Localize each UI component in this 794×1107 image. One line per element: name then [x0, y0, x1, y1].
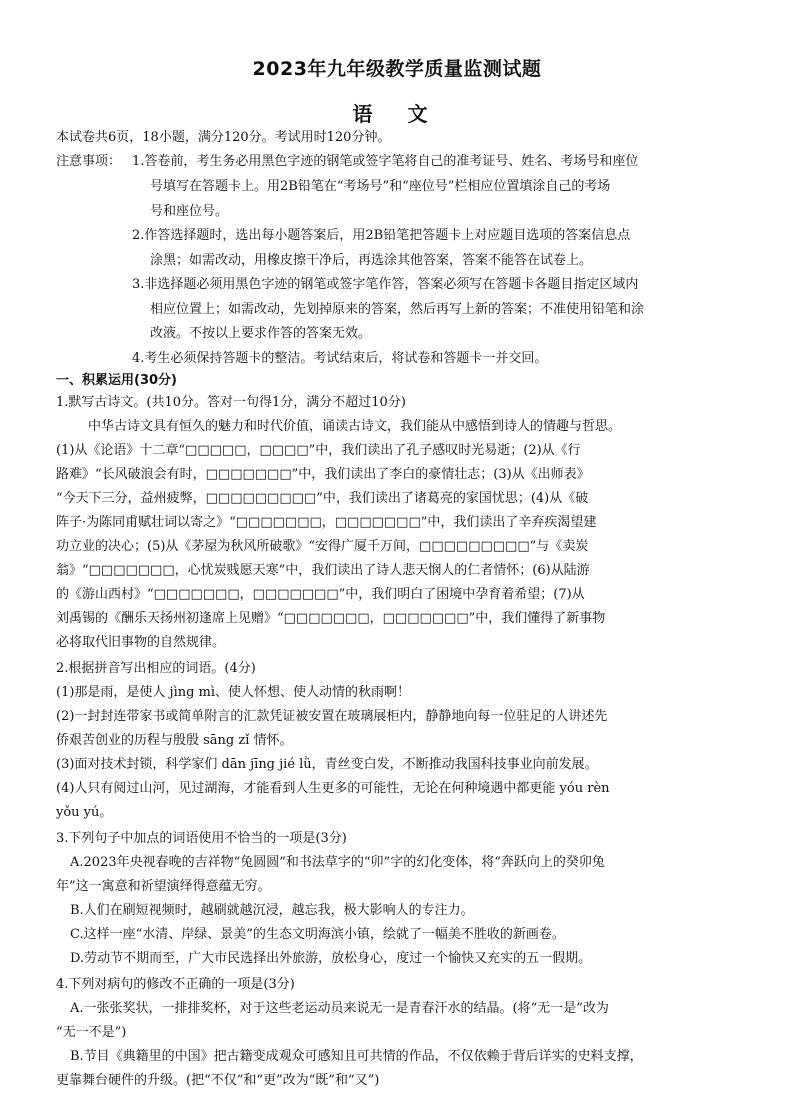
note-1-line-3: 号和座位号。	[150, 204, 229, 219]
q1-line: (1)从《论语》十二章“□□□□□，□□□□”中，我们读出了孔子感叹时光易逝；(2)从《行	[56, 443, 581, 458]
q4-option-a-cont: “无一不是”)	[56, 1025, 127, 1040]
intro-line: 本试卷共6页，18小题，满分120分。考试用时120分钟。	[56, 130, 391, 145]
note-1-line-1: 1.答卷前，考生务必用黑色字迹的钢笔或签字笔将自己的准考证号、姓名、考场号和座位	[132, 154, 639, 169]
note-3-line-3: 改液。不按以上要求作答的答案无效。	[150, 326, 372, 341]
q2-line: yǒu yú。	[56, 805, 113, 820]
q2-heading: 2.根据拼音写出相应的词语。(4分)	[56, 661, 256, 676]
q1-line: 阵子·为陈同甫赋壮词以寄之》“□□□□□□□，□□□□□□□”中，我们读出了辛弃疾渴望建	[56, 515, 597, 530]
note-2-line-1: 2.作答选择题时，选出每小题答案后，用2B铅笔把答题卡上对应题目选项的答案信息点	[132, 228, 631, 243]
q2-line: (2)一封封连带家书或简单附言的汇款凭证被安置在玻璃展柜内，静静地向每一位驻足的人讲述先	[56, 709, 608, 724]
section-1-heading: 一、积累运用(30分)	[56, 373, 177, 388]
q1-line: “今天下三分，益州疲弊，□□□□□□□□□”中，我们读出了诸葛亮的家国忧思；(4)从《破	[56, 491, 589, 506]
exam-title: 2023年九年级教学质量监测试题	[252, 58, 542, 80]
note-3-line-1: 3.非选择题必须用黑色字迹的钢笔或签字笔作答，答案必须写在答题卡各题目指定区域内	[132, 277, 639, 292]
q1-line: 路难》“长风破浪会有时，□□□□□□□”中，我们读出了李白的豪情壮志；(3)从《出师表》	[56, 467, 590, 482]
q1-line: 刘禹锡的《酬乐天扬州初逢席上见赠》“□□□□□□□，□□□□□□□”中，我们懂得了新事物	[56, 611, 606, 626]
q3-option-a-cont: 年”这一寓意和祈望演绎得意蕴无穷。	[56, 879, 271, 894]
q2-line: (4)人只有阅过山河，见过湖海，才能看到人生更多的可能性，无论在何种境遇中都更能 yóu rèn	[56, 781, 610, 796]
q1-line: 的《游山西村》“□□□□□□□，□□□□□□□”中，我们明白了困境中孕育着希望；(7)从	[56, 587, 585, 602]
note-4-line: 4.考生必须保持答题卡的整洁。考试结束后，将试卷和答题卡一并交回。	[132, 351, 548, 366]
subject-title: 语 文	[352, 102, 442, 126]
q3-heading: 3.下列句子中加点的词语使用不恰当的一项是(3分)	[56, 831, 347, 846]
q3-option-b: B.人们在刷短视频时，越刷就越沉浸，越忘我，极大影响人的专注力。	[70, 903, 474, 918]
q1-line: 中华古诗文具有恒久的魅力和时代价值，诵读古诗文，我们能从中感悟到诗人的情趣与哲思。	[88, 419, 622, 434]
q4-option-a: A.一张张奖状，一排排奖杯，对于这些老运动员来说无一是青春汗水的结晶。(将“无一是”改为	[70, 1001, 609, 1016]
q1-line: 必将取代旧事物的自然规律。	[56, 635, 226, 650]
q3-option-a: A.2023年央视春晚的吉祥物“兔圆圆”和书法草字的“卯”字的幻化变体，将“奔跃向上的癸卯兔	[70, 855, 605, 870]
q4-option-b: B.节目《典籍里的中国》把古籍变成观众可感知且可共情的作品，不仅依赖于背后详实的史料支撑，	[70, 1049, 643, 1064]
note-2-line-2: 涂黑；如需改动，用橡皮擦干净后，再选涂其他答案，答案不能答在试卷上。	[150, 253, 593, 268]
note-3-line-2: 相应位置上；如需改动，先划掉原来的答案，然后再写上新的答案；不准使用铅笔和涂	[150, 302, 645, 317]
q1-heading: 1.默写古诗文。(共10分。答对一句得1分，满分不超过10分)	[56, 395, 406, 410]
notes-label: 注意事项：	[56, 154, 122, 169]
q4-heading: 4.下列对病句的修改不正确的一项是(3分)	[56, 977, 295, 992]
q2-line: 侨艰苦创业的历程与殷殷 sāng zǐ 情怀。	[56, 733, 293, 748]
q2-line: (1)那是雨，是使人 jìng mì、使人怀想、使人动情的秋雨啊！	[56, 685, 411, 700]
q3-option-d: D.劳动节不期而至，广大市民选择出外旅游，放松身心，度过一个愉快又充实的五一假期。	[70, 951, 592, 966]
q2-line: (3)面对技术封锁，科学家们 dān jīng jié lǜ，青丝变白发，不断推动我国科技事业向前发展。	[56, 757, 598, 772]
q1-line: 功立业的决心；(5)从《茅屋为秋风所破歌》“安得广厦千万间，□□□□□□□□□”与《卖炭	[56, 539, 589, 554]
q1-line: 翁》“□□□□□□□，心忧炭贱愿天寒”中，我们读出了诗人悲天悯人的仁者情怀；(6)从陆游	[56, 563, 590, 578]
q3-option-c: C.这样一座“水清、岸绿、景美”的生态文明海滨小镇，绘就了一幅美不胜收的新画卷。	[70, 927, 565, 942]
note-1-line-2: 号填写在答题卡上。用2B铅笔在“考场号”和“座位号”栏相应位置填涂自己的考场	[150, 179, 611, 194]
q4-option-b-cont: 更靠舞台硬件的升级。(把“不仅”和“更”改为“既”和“又”)	[56, 1073, 380, 1088]
